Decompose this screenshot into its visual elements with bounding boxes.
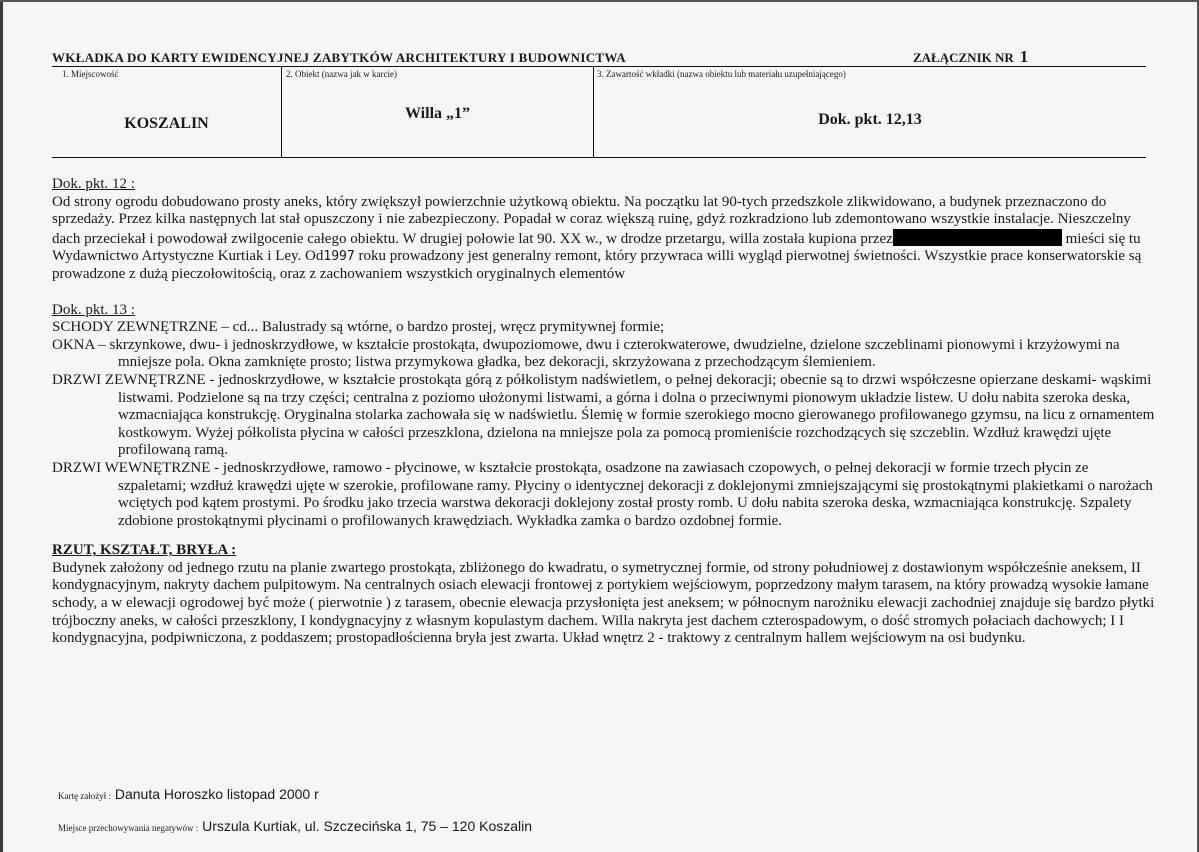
object-label: 2. Obiekt (nazwa jak w karcie)	[286, 69, 397, 79]
redaction-box	[893, 229, 1062, 246]
table-top-rule	[52, 66, 1146, 67]
section12-heading: Dok. pkt. 12 :	[52, 176, 135, 192]
section12-text-end: roku prowadzony jest generalny remont, który przywraca willi wygląd pierwotnej świetności. Wszystkie prace konserwatorskie są prowadzone z dużą pieczołowitością, oraz z zachowaniem wszystkich oryginalnych elementów	[52, 248, 1142, 282]
negatives-value: Urszula Kurtiak, ul. Szczecińska 1, 75 – 120 Koszalin	[202, 818, 533, 834]
section13-item-inner-doors: DRZWI WEWNĘTRZNE - jednoskrzydłowe, ramowo - płycinowe, w kształcie prostokąta, osadzone na zawiasach czopowych, o pełnej dekoracji w formie trzech płycin ze szpaletami; wzdłuż krawędzi ujęte w szerokie, profilowane ramy. Płyciny o identycznej dekoracji z doklejonymi zmniejszającymi się prostokątnymi plakietkami o narożach wciętych pod kątem prostymi. Po środku jako trzecia warstwa dekoracji doklejony został prosty romb. U dołu nabita szeroka deska, wzmacniająca konstrukcję. Szpalety zdobione prostokątnymi płycinami o profilowanych krawędziach. Wykładka zamka o bardzo ozdobnej formie.	[52, 459, 1153, 529]
locality-label: 1. Miejscowość	[62, 69, 119, 79]
author-label: Kartę założył :	[58, 791, 111, 801]
scan-edge-top	[0, 0, 1199, 2]
table-bottom-rule	[52, 157, 1146, 158]
annex-label	[913, 47, 1028, 67]
form-title: WKŁADKA DO KARTY EWIDENCYJNEJ ZABYTKÓW ARCHITEKTURY I BUDOWNICTWA	[52, 50, 626, 65]
annex-number: 1	[1019, 47, 1029, 66]
section13-item-stairs: SCHODY ZEWNĘTRZNE – cd... Balustrady są wtórne, o bardzo prostej, wręcz prymitywnej formie;	[52, 319, 665, 336]
rzut-heading: RZUT, KSZTAŁT, BRYŁA :	[52, 542, 237, 559]
content-value: Dok. pkt. 12,13	[818, 111, 922, 128]
section12-paragraph	[52, 194, 1157, 284]
document-body	[52, 176, 1157, 648]
footer-author	[58, 786, 319, 802]
object-value: Willa „1”	[404, 105, 471, 122]
footer-negatives	[58, 818, 532, 834]
section12-text-after: mieści się tu Wydawnictwo Artystyczne Kurtiak i Ley. Od	[52, 230, 1141, 265]
section12-text-before: Od strony ogrodu dobudowano prosty aneks, który zwiększył powierzchnie użytkową obiektu. Na początku lat 90-tych przedszkole zlikwidowano, a budynek przeznaczono do sprzedaży. Przez kilka następnych lat stał opuszczony i nie zabezpieczony. Popadał w coraz większą ruinę, gdyż rozkradziono lub zdemontowano wszystkie instalacje. Nieszczelny dach przeciekał i powodował zwilgocenie całego obiektu. W drugiej połowie lat 90. XX w., w drodze przetargu, willa została kupiona przez	[52, 193, 1131, 247]
negatives-label: Miejsce przechowywania negatywów :	[58, 823, 199, 833]
locality-value: KOSZALIN	[124, 115, 209, 132]
rzut-paragraph: Budynek założony od jednego rzutu na planie zwartego prostokąta, zbliżonego do kwadratu, o symetrycznej formie, od strony południowej z dostawionym współcześnie aneksem, II kondygnacyjnym, nakryty dachem pulpitowym. Na centralnych osiach elewacji frontowej z portykiem wejściowym, poprzedzony małym tarasem, na który prowadzą wysokie łamane schody, a w elewacji ogrodowej być może ( pierwotnie ) z tarasem, obecnie elewacja przysłonięta jest aneksem; w północnym narożniku elewacji zachodniej znajduje się bardzo płytki trójboczny aneks, w całości przeszklony, I kondygnacyjny z własnym kopulastym dachem. Willa nakryta jest dachem czterospadowym, o dość stromych połaciach dachowych; I I kondygnacyjna, podpiwniczona, z poddaszem; prostopadłościenna bryła jest zwarta. Układ wnętrz 2 - traktowy z centralnym hallem wejściowym na osi budynku.	[52, 559, 1155, 647]
section12-year: 1997	[323, 249, 355, 265]
section13-item-outer-doors: DRZWI ZEWNĘTRZNE - jednoskrzydłowe, w kształcie prostokąta górą z półkolistym nadświetlem, o pełnej dekoracji; obecnie są to drzwi współczesne opierzane deskami- wąskimi listwami. Podzielone są na trzy części; centralna z poziomo ułożonymi listwami, a górna i dolna o przeciwnymi pionowym układzie listew. U dołu nabita szeroka deska, wzmacniająca konstrukcję. Oryginalna stolarka zachowała się w nadświetlu. Ślemię w formie szerokiego mocno gierowanego profilowanego gzymsu, na licu z ornamentem kostkowym. Wyżej półkolista płycina w całości przeszklona, dzielona na mniejsze pola za pomocą promieniście rozchodzących się szczeblin. Wzdłuż krawędzi ujęte profilowaną ramą.	[52, 371, 1155, 459]
section13-heading: Dok. pkt. 13 :	[52, 301, 135, 318]
author-value: Danuta Horoszko listopad 2000 r	[114, 786, 319, 802]
section13-item-windows: OKNA – skrzynkowe, dwu- i jednoskrzydłowe, w kształcie prostokąta, dwupoziomowe, dwu i czterokwaterowe, dwudzielne, dzielone szczeblinami pionowymi i krzyżowymi na mniejsze pola. Okna zamknięte prosto; listwa przymykowa gładka, bez dekoracji, skrzyżowana z przechodzącym ślemieniem.	[52, 336, 1120, 371]
scan-edge-left	[0, 0, 3, 852]
content-label: 3. Zawartość wkładki (nazwa obiektu lub materiału uzupełniającego)	[597, 69, 846, 79]
annex-label-text: ZAŁĄCZNIK NR	[913, 50, 1014, 65]
